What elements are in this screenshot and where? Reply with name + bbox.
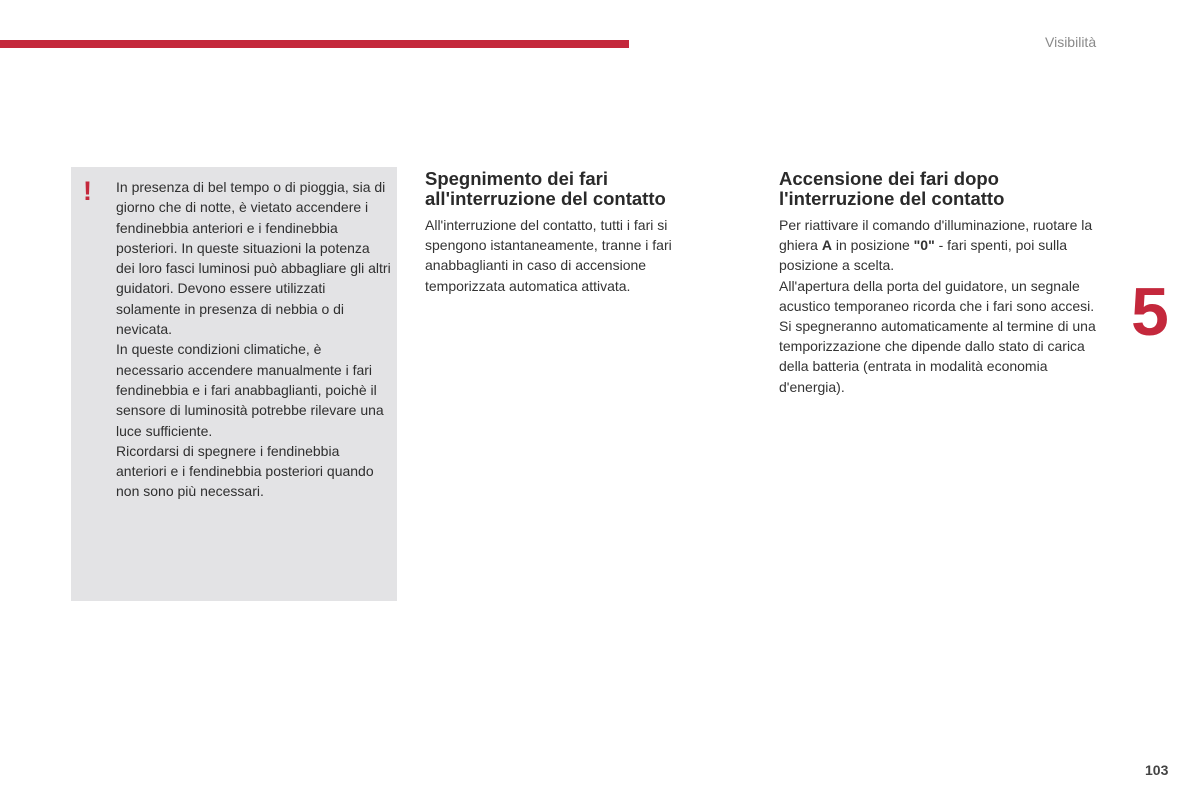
page-number: 103 [1145,762,1169,778]
position-label: "0" [913,237,935,254]
warning-text [116,177,392,502]
section-body: Si spegneranno automaticamente al termine di una temporizzazione che dipende dallo stato di carica della batteria (entrata in modalità economia d'energia). [779,318,1096,395]
section-title: Visibilità [1045,34,1097,50]
chapter-number: 5 [1131,274,1169,350]
section-body: All'interruzione del contatto, tutti i fari si spengono istantaneamente, tranne i fari anabbaglianti in caso di accensione temporizzata automatica attivata. [425,217,672,294]
section-body [779,215,1109,276]
exclamation-icon: ! [83,176,92,206]
section-heading: Spegnimento dei fari all'interruzione del contatto [425,168,666,209]
warning-paragraph: In presenza di bel tempo o di pioggia, sia di giorno che di notte, è vietato accendere i fendinebbia anteriori e i fendinebbia posteriori. In queste situazioni la potenza dei loro fasci luminosi può abbagliare gli altri guidatori. Devono essere utilizzati solamente in presenza di nebbia o di nevicata. [116,179,391,338]
section-switch-on [779,169,1109,397]
section-body: All'apertura della porta del guidatore, un segnale acustico temporaneo ricorda che i fari sono accesi. [779,277,1095,314]
header-accent-bar [0,40,629,48]
body-text: in posizione [831,237,914,254]
section-heading: Accensione dei fari dopo l'interruzione del contatto [779,168,1005,209]
ring-label: A [821,237,832,254]
warning-paragraph: In queste condizioni climatiche, è necessario accendere manualmente i fari fendinebbia e i fari anabbaglianti, poichè il sensore di luminosità potrebbe rilevare una luce sufficiente. [116,341,384,439]
warning-paragraph: Ricordarsi di spegnere i fendinebbia anteriori e i fendinebbia posteriori quando non sono più necessari. [116,442,374,500]
section-switch-off [425,169,715,296]
body-text: Per riattivare il comando d'illuminazione, ruotare la ghiera [779,217,1093,254]
body-text: - fari spenti, poi sulla posizione a scelta. [779,237,1068,274]
